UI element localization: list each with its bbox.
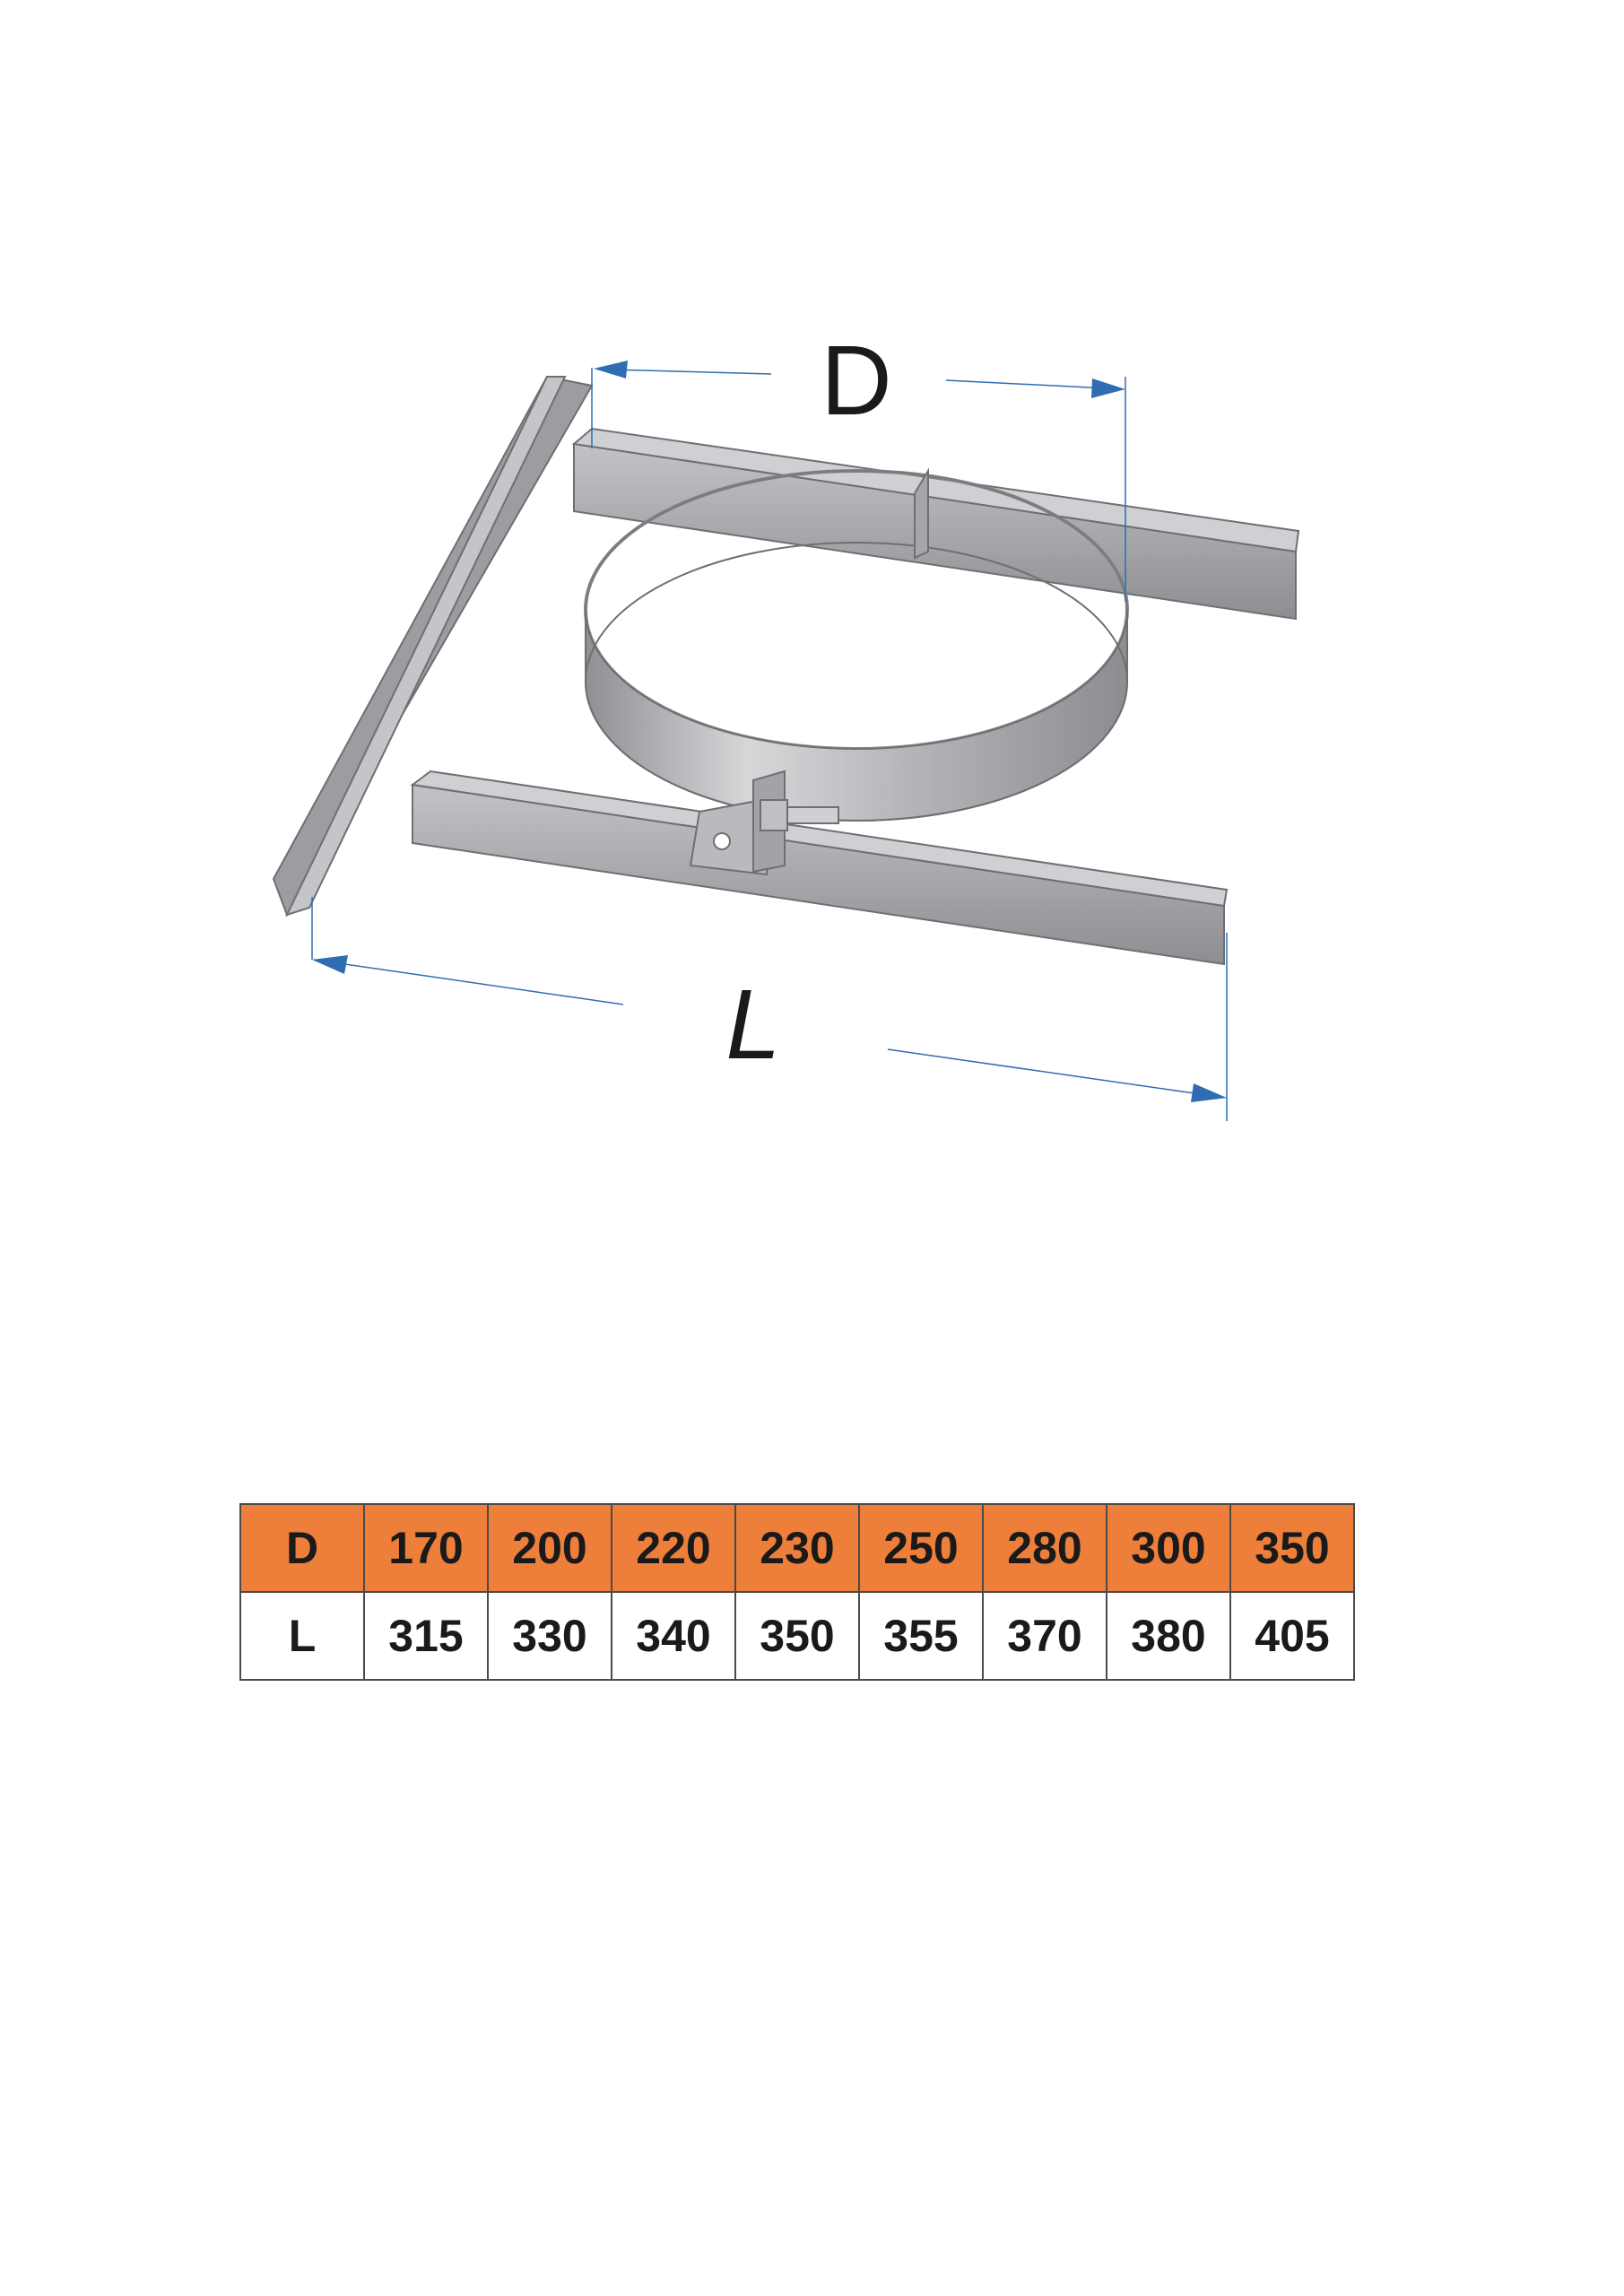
cell-l-7: 380 bbox=[1107, 1592, 1230, 1680]
cell-l-8: 405 bbox=[1230, 1592, 1354, 1680]
cell-l-1: 315 bbox=[364, 1592, 488, 1680]
arrowhead-icon bbox=[312, 955, 348, 974]
arrowhead-icon bbox=[1191, 1083, 1227, 1102]
cell-d-2: 200 bbox=[488, 1504, 612, 1592]
cell-d-5: 250 bbox=[859, 1504, 983, 1592]
row-label-d: D bbox=[240, 1504, 364, 1592]
cell-l-5: 355 bbox=[859, 1592, 983, 1680]
cell-d-7: 300 bbox=[1107, 1504, 1230, 1592]
cell-d-8: 350 bbox=[1230, 1504, 1354, 1592]
back-rail bbox=[574, 429, 1298, 619]
row-label-l: L bbox=[240, 1592, 364, 1680]
cell-d-6: 280 bbox=[983, 1504, 1107, 1592]
cell-d-4: 230 bbox=[735, 1504, 859, 1592]
cell-l-4: 350 bbox=[735, 1592, 859, 1680]
arrowhead-icon bbox=[594, 361, 628, 378]
product-drawing bbox=[269, 323, 1542, 1184]
table-row-d bbox=[240, 1504, 1354, 1592]
cell-l-3: 340 bbox=[612, 1592, 735, 1680]
cell-l-2: 330 bbox=[488, 1592, 612, 1680]
cell-d-1: 170 bbox=[364, 1504, 488, 1592]
table-row-l bbox=[240, 1592, 1354, 1680]
arrowhead-icon bbox=[1091, 378, 1125, 398]
support-bracket-illustration bbox=[269, 323, 1542, 1184]
dimensions-table bbox=[239, 1503, 1355, 1681]
dimension-d-label: D bbox=[821, 326, 892, 436]
dimension-l-label: L bbox=[725, 970, 781, 1080]
cell-d-3: 220 bbox=[612, 1504, 735, 1592]
cell-l-6: 370 bbox=[983, 1592, 1107, 1680]
